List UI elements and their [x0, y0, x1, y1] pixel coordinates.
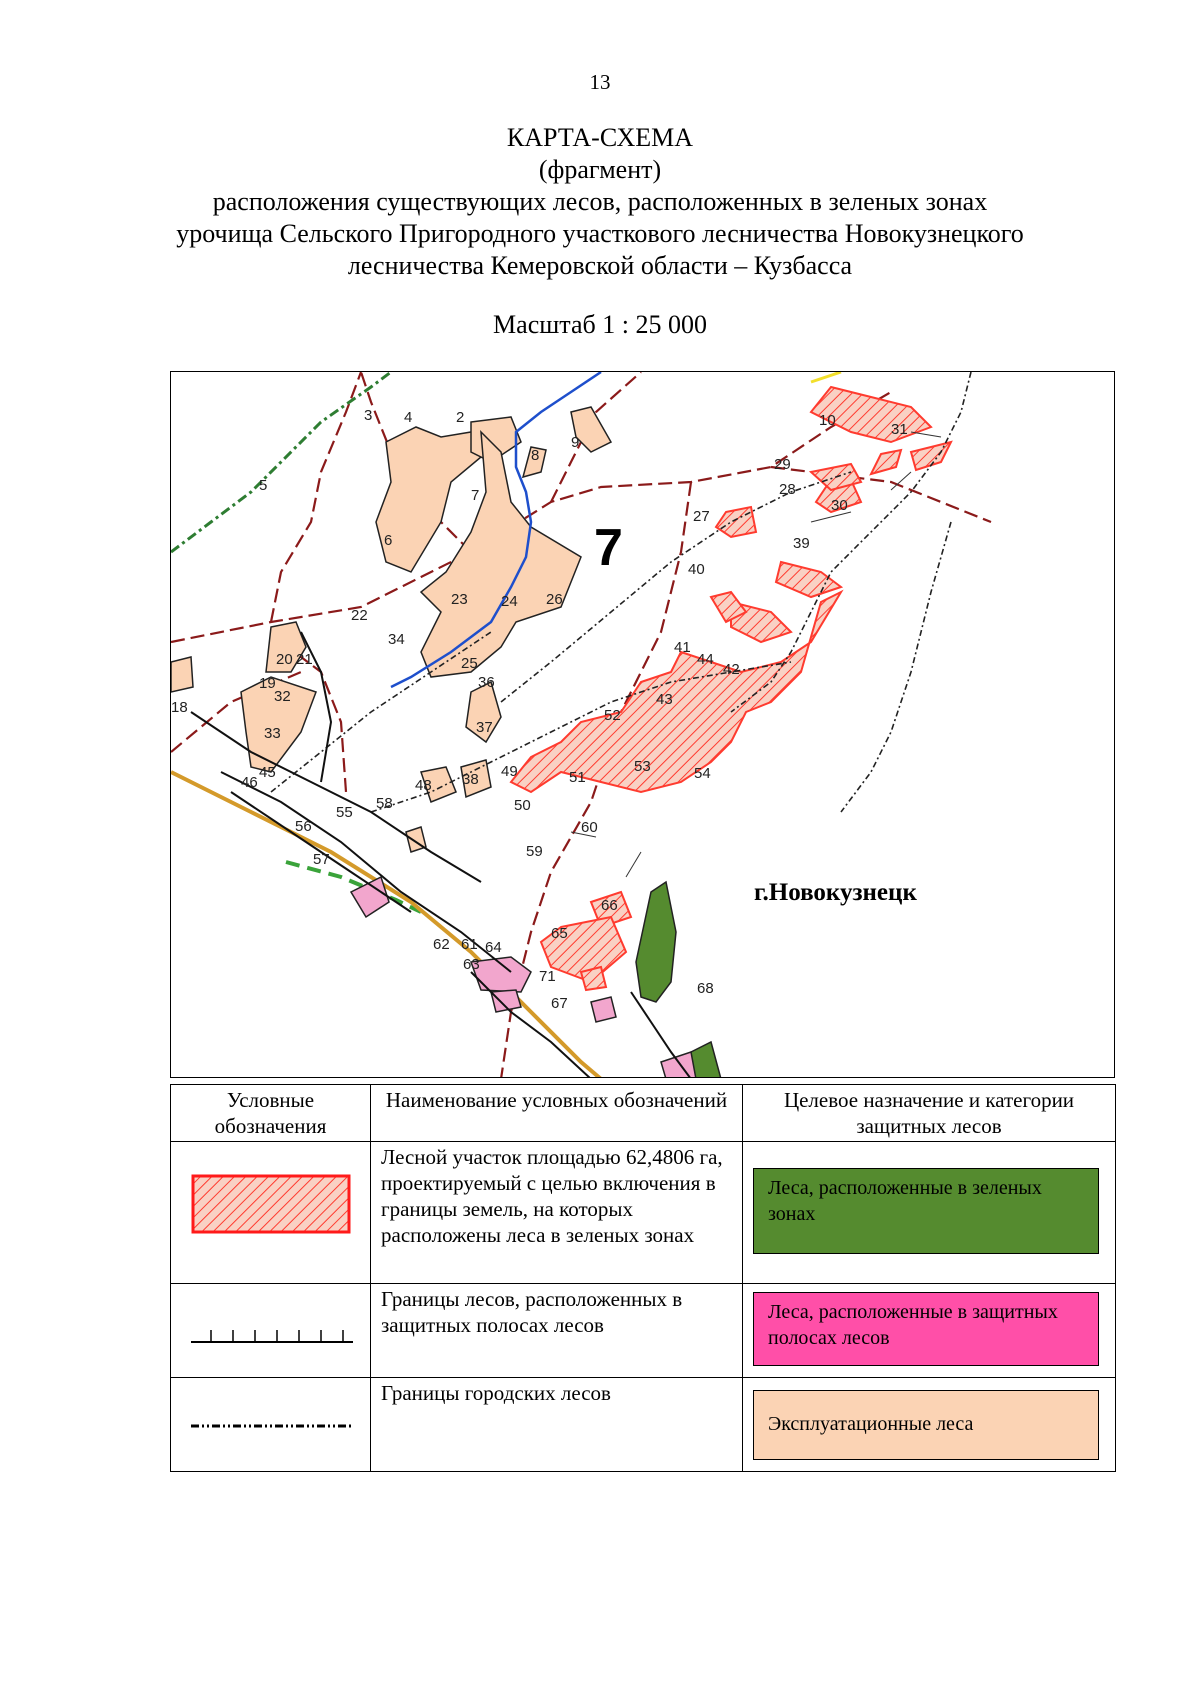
plot-label: 38	[462, 771, 479, 788]
legend-category-cell	[743, 1284, 1116, 1378]
plot-label: 56	[295, 818, 312, 835]
legend-header-symbol: Условные обозначения	[171, 1085, 371, 1142]
plot-label: 54	[694, 765, 711, 782]
plot-label: 42	[723, 661, 740, 678]
title-line-5: лесничества Кемеровской области – Кузбасса	[347, 251, 853, 280]
plot-label: 40	[688, 561, 705, 578]
road-line-yellow	[811, 372, 841, 382]
legend-table	[170, 1084, 1116, 1472]
green-zone-boundary	[171, 372, 391, 552]
legend-category-exploitation: Эксплуатационные леса	[753, 1390, 1099, 1460]
plot-label: 24	[501, 593, 518, 610]
map-frame	[170, 371, 1115, 1078]
plot-label: 32	[274, 688, 291, 705]
plot-label: 20	[276, 651, 293, 668]
plot-label: 48	[415, 777, 432, 794]
plot-label: 44	[697, 651, 714, 668]
plot-label: 39	[793, 535, 810, 552]
plot-label: 34	[388, 631, 405, 648]
map-scale: Масштаб 1 : 25 000	[493, 310, 707, 339]
plot-label: 62	[433, 936, 450, 953]
plot-label: 28	[779, 481, 796, 498]
leader-lines	[571, 432, 941, 877]
city-label: г.Новокузнецк	[754, 879, 917, 906]
plot-label: 5	[259, 477, 268, 494]
plot-label: 26	[546, 591, 563, 608]
legend-name: Границы лесов, расположенных в защитных полосах лесов	[371, 1284, 743, 1378]
plot-label: 4	[404, 409, 413, 426]
legend-header-name: Наименование условных обозначений	[371, 1085, 743, 1142]
title-line-4: урочища Сельского Пригородного участкового лесничества Новокузнецкого	[176, 219, 1024, 248]
plot-label: 61	[461, 936, 478, 953]
title-line-3: расположения существующих лесов, расположенных в зеленых зонах	[212, 187, 988, 216]
legend-row	[171, 1284, 1116, 1378]
plot-label: 68	[697, 980, 714, 997]
plot-label: 63	[463, 956, 480, 973]
map-title	[100, 122, 1100, 282]
plot-label: 31	[891, 421, 908, 438]
plot-label: 21	[296, 651, 313, 668]
legend-row	[171, 1378, 1116, 1472]
plot-label: 27	[693, 508, 710, 525]
plot-label: 59	[526, 843, 543, 860]
plot-label: 64	[485, 939, 502, 956]
district-number: 7	[594, 519, 623, 577]
plot-label: 51	[569, 769, 586, 786]
plot-label: 37	[476, 719, 493, 736]
plot-label: 57	[313, 851, 330, 868]
dash-dot-boundary-line-icon	[189, 1418, 355, 1434]
plot-label: 36	[478, 674, 495, 691]
legend-category-protective-strip: Леса, расположенные в защитных полосах лесов	[753, 1292, 1099, 1366]
plot-label: 49	[501, 763, 518, 780]
plot-label: 53	[634, 758, 651, 775]
plot-label: 30	[831, 497, 848, 514]
legend-symbol-cell	[171, 1142, 371, 1284]
plot-label: 66	[601, 897, 618, 914]
plot-label: 46	[241, 774, 258, 791]
legend-row	[171, 1142, 1116, 1284]
plot-label: 18	[171, 699, 188, 716]
plot-label: 67	[551, 995, 568, 1012]
legend-name: Границы городских лесов	[371, 1378, 743, 1472]
plot-label: 3	[364, 407, 373, 424]
title-line-2: (фрагмент)	[538, 155, 662, 184]
plot-label: 19	[259, 675, 276, 692]
legend-header-purpose: Целевое назначение и категории защитных лесов	[743, 1085, 1116, 1142]
plot-label: 43	[656, 691, 673, 708]
plot-label: 50	[514, 797, 531, 814]
tick-boundary-line-icon	[189, 1322, 355, 1346]
plot-label: 45	[259, 764, 276, 781]
plot-label: 71	[539, 968, 556, 985]
plot-label: 33	[264, 725, 281, 742]
plot-label: 65	[551, 925, 568, 942]
plot-label: 55	[336, 804, 353, 821]
plot-label: 9	[571, 434, 580, 451]
legend-category-green-zone: Леса, расположенные в зеленых зонах	[753, 1168, 1099, 1254]
map-canvas	[171, 372, 1115, 1078]
plot-label: 8	[531, 447, 540, 464]
plot-label: 2	[456, 409, 465, 426]
title-line-1: КАРТА-СХЕМА	[506, 123, 694, 152]
plot-label: 22	[351, 607, 368, 624]
legend-category-cell	[743, 1378, 1116, 1472]
red-hatched-rectangle-icon	[191, 1174, 351, 1234]
page-number: 13	[589, 70, 611, 94]
plot-label: 52	[604, 707, 621, 724]
legend-symbol-cell	[171, 1378, 371, 1472]
plot-label: 60	[581, 819, 598, 836]
plot-label: 7	[471, 487, 480, 504]
legend-category-cell	[743, 1142, 1116, 1284]
plot-label: 25	[461, 655, 478, 672]
legend-header-row	[171, 1085, 1116, 1142]
legend-name: Лесной участок площадью 62,4806 га, проектируемый с целью включения в границы земель, на которых расположены леса в зеленых зонах	[371, 1142, 743, 1284]
plot-label: 6	[384, 532, 393, 549]
plot-label: 23	[451, 591, 468, 608]
plot-label: 58	[376, 795, 393, 812]
plot-label: 41	[674, 639, 691, 656]
plot-label: 10	[819, 412, 836, 429]
legend-symbol-cell	[171, 1284, 371, 1378]
plot-label: 29	[774, 456, 791, 473]
